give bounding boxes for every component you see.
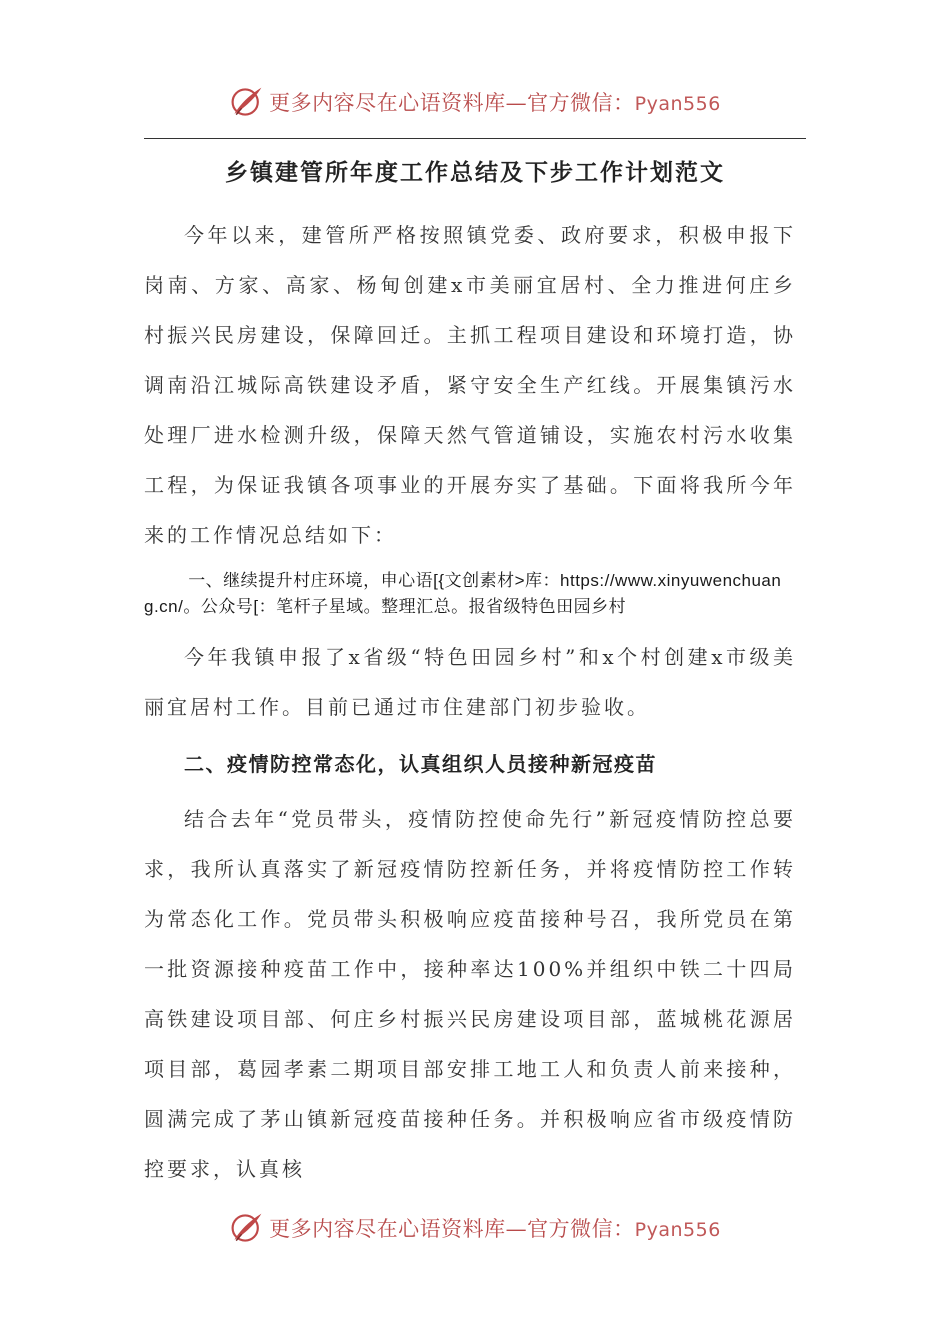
- document-title: 乡镇建管所年度工作总结及下步工作计划范文: [225, 159, 725, 186]
- footer-banner: [0, 1208, 950, 1248]
- banner-text: [269, 1213, 721, 1243]
- banner-text: [269, 87, 721, 117]
- quill-logo-icon: [229, 84, 265, 120]
- banner-dash: —: [505, 91, 528, 115]
- quill-logo-icon: [229, 1210, 265, 1246]
- banner-brand: 更多内容尽在心语资料库: [269, 1217, 506, 1241]
- banner-wechat-id: Pyan556: [634, 1219, 721, 1241]
- paragraph-section-two: 结合去年“党员带头，疫情防控使命先行”新冠疫情防控总要求，我所认真落实了新冠疫情防控新任务，并将疫情防控工作转为常态化工作。党员带头积极响应疫苗接种号召，我所党员在第一批资源接种疫苗工作中，接种率达100%并组织中铁二十四局高铁建设项目部、何庄乡村振兴民房建设项目部，蓝城桃花源居项目部，葛园孝素二期项目部安排工地工人和负责人前来接种，圆满完成了茅山镇新冠疫苗接种任务。并积极响应省市级疫情防控要求，认真核: [144, 807, 796, 1181]
- paragraph-intro: 今年以来，建管所严格按照镇党委、政府要求，积极申报下岗南、方家、高家、杨甸创建x市美丽宜居村、全力推进何庄乡村振兴民房建设，保障回迁。主抓工程项目建设和环境打造，协调南沿江城际高铁建设矛盾，紧守安全生产红线。开展集镇污水处理厂进水检测升级，保障天然气管道铺设，实施农村污水收集工程，为保证我镇各项事业的开展夯实了基础。下面将我所今年来的工作情况总结如下：: [144, 223, 796, 547]
- paragraph-section-one: 今年我镇申报了x省级“特色田园乡村”和x个村创建x市级美丽宜居村工作。目前已通过市住建部门初步验收。: [144, 645, 796, 719]
- header-banner: [0, 82, 950, 122]
- banner-brand: 更多内容尽在心语资料库: [269, 91, 506, 115]
- header-divider: [144, 138, 806, 139]
- section-one-heading: 一、继续提升村庄环境，申心语[{文创素材>库：https://www.xinyuwenchuang.cn/。公众号[：笔杆子星域。整理汇总。报省级特色田园乡村: [144, 571, 782, 616]
- section-two-heading: 二、疫情防控常态化，认真组织人员接种新冠疫苗: [184, 752, 657, 776]
- banner-wechat-label: 官方微信：: [527, 91, 635, 115]
- banner-wechat-id: Pyan556: [634, 93, 721, 115]
- document-body: [144, 210, 796, 1194]
- banner-wechat-label: 官方微信：: [527, 1217, 635, 1241]
- banner-dash: —: [505, 1217, 528, 1241]
